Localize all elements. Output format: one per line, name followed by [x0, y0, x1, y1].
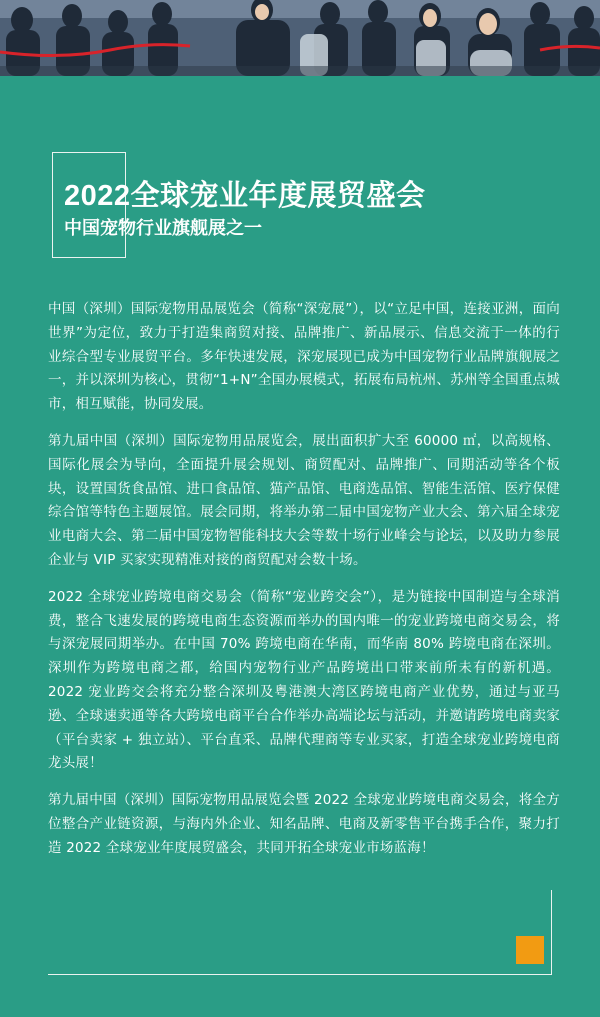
paragraph-cross-border-fair: 2022 全球宠业跨境电商交易会（简称“宠业跨交会”），是为链接中国制造与全球消费，整合飞速发展的跨境电商生态资源而举办的国内唯一的宠业跨境电商交易会，将与深宠展同期举办。在中国 70% 跨境电商在华南，而华南 80% 跨境电商在深圳。深圳作为跨境电商之都，给国内宠物行业产品跨境出口带来前所未有的新机遇。2022 宠业跨交会将充分整合深圳及粤港澳大湾区跨境电商产业优势，通过与亚马逊、全球速卖通等各大跨境电商平台合作举办高端论坛与活动，并邀请跨境电商卖家（平台卖家 + 独立站）、平台直采、品牌代理商等专业买家，打造全球宠业跨境电商龙头展！ — [48, 588, 560, 772]
paragraph-ninth-exhibition: 第九届中国（深圳）国际宠物用品展览会，展出面积扩大至 60000 ㎡，以高规格、国际化展会为导向，全面提升展会规划、商贸配对、品牌推广、同期活动等各个板块，设置国货食品馆、进口食品馆、猫产品馆、电商选品馆、智能生活馆、医疗保健综合馆等特色主题展馆。展会同期，将举办第二届中国宠物产业大会、第六届全球宠业电商大会、第二届中国宠物智能科技大会等数十场行业峰会与论坛，以及助力参展企业与 VIP 买家实现精准对接的商贸配对会数十场。 — [48, 432, 560, 568]
bottom-divider — [48, 974, 552, 975]
article-body — [48, 298, 560, 874]
page-title: 2022全球宠业年度展贸盛会 — [64, 180, 426, 212]
orange-accent-square — [516, 936, 544, 964]
header-crowd-photo — [0, 0, 600, 76]
paragraph-closing: 第九届中国（深圳）国际宠物用品展览会暨 2022 全球宠业跨境电商交易会，将全方位整合产业链资源，与海内外企业、知名品牌、电商及新零售平台携手合作，聚力打造 2022 全球宠业年度展贸盛会，共同开拓全球宠业市场蓝海！ — [48, 792, 560, 856]
title-block — [64, 178, 426, 241]
vertical-divider — [551, 890, 552, 974]
page-subtitle: 中国宠物行业旗舰展之一 — [64, 218, 262, 239]
crowd-illustration — [0, 0, 600, 76]
paragraph-intro: 中国（深圳）国际宠物用品展览会（简称“深宠展”），以“立足中国，连接亚洲，面向世界”为定位，致力于打造集商贸对接、品牌推广、新品展示、信息交流于一体的行业综合型专业展贸平台。多年快速发展，深宠展现已成为中国宠物行业品牌旗舰展之一，并以深圳为核心，贯彻“1+N”全国办展模式，拓展布局杭州、苏州等全国重点城市，相互赋能，协同发展。 — [48, 301, 560, 413]
